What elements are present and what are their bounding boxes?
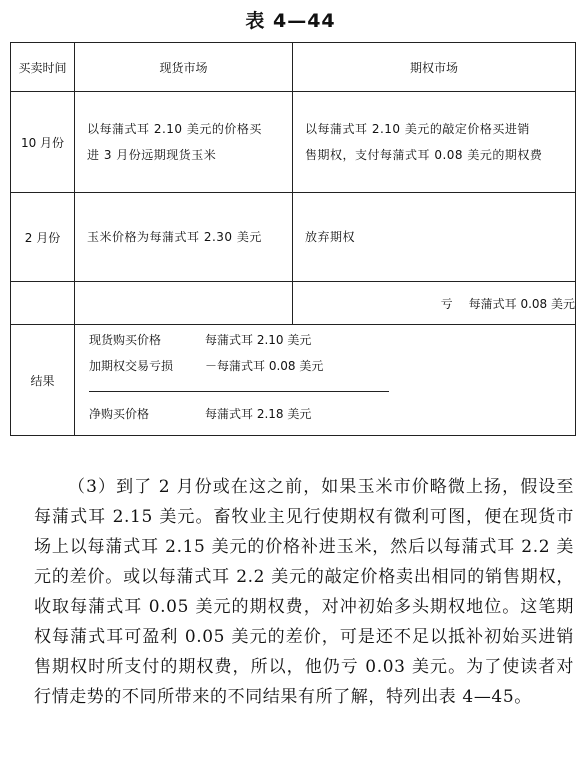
result-label: 结果 (11, 325, 75, 436)
table-row (11, 325, 576, 436)
row-time-october: 10 月份 (11, 92, 75, 193)
table-row (11, 92, 576, 193)
row-february-option (293, 193, 576, 282)
table-row (11, 193, 576, 282)
option-line: 放弃期权 (305, 230, 356, 244)
header-trade-time: 买卖时间 (11, 43, 75, 92)
result-line-value: －每蒲式耳 0.08 美元 (205, 359, 324, 373)
result-line-label: 加期权交易亏损 (89, 359, 174, 373)
spot-line: 玉米价格为每蒲式耳 2.30 美元 (87, 230, 262, 244)
result-cell (75, 325, 576, 436)
row-loss-option (293, 282, 576, 325)
table-header-row (11, 43, 576, 92)
loss-label: 亏 (440, 296, 453, 311)
spot-line: 进 3 月份远期现货玉米 (87, 148, 217, 162)
table-row (11, 282, 576, 325)
option-line: 以每蒲式耳 2.10 美元的敲定价格买进销 (305, 122, 530, 136)
option-line: 售期权，支付每蒲式耳 0.08 美元的期权费 (305, 148, 543, 162)
result-sum-rule (89, 391, 389, 392)
result-line-spot-price (89, 331, 311, 348)
row-october-spot (75, 92, 293, 193)
body-paragraph (34, 472, 574, 712)
result-line-value: 每蒲式耳 2.18 美元 (205, 407, 312, 421)
table-caption: 表 4—44 (245, 10, 336, 32)
row-time-empty (11, 282, 75, 325)
spot-line: 以每蒲式耳 2.10 美元的价格买 (87, 122, 262, 136)
row-february-spot (75, 193, 293, 282)
hedging-table (10, 42, 576, 436)
result-line-net-price (89, 405, 311, 422)
row-october-option (293, 92, 576, 193)
header-spot-market: 现货市场 (75, 43, 293, 92)
result-line-option-loss (89, 357, 323, 374)
header-option-market: 期权市场 (293, 43, 576, 92)
result-line-label: 净购买价格 (89, 407, 150, 421)
paragraph-text: （3）到了 2 月份或在这之前，如果玉米市价略微上扬，假设至每蒲式耳 2.15 美元。畜牧业主见行使期权有微利可图，便在现货市场上以每蒲式耳 2.15 美元的价格补进玉米，然后以每蒲式耳 2.2 美元的差价。或以每蒲式耳 2.2 美元的敲定价格卖出相同的销售期权，收取每蒲式耳 0.05 美元的期权费，对冲初始多头期权地位。这笔期权每蒲式耳可盈利 0.05 美元的差价，可是还不足以抵补初始买进销售期权时所支付的期权费，所以，他仍亏 0.03 美元。为了使读者对行情走势的不同所带来的不同结果有所了解，特列出表 4—45。 (34, 477, 574, 707)
row-loss-spot-empty (75, 282, 293, 325)
loss-value: 每蒲式耳 0.08 美元 (468, 296, 575, 311)
row-time-february: 2 月份 (11, 193, 75, 282)
result-line-value: 每蒲式耳 2.10 美元 (205, 333, 312, 347)
result-line-label: 现货购买价格 (89, 333, 162, 347)
